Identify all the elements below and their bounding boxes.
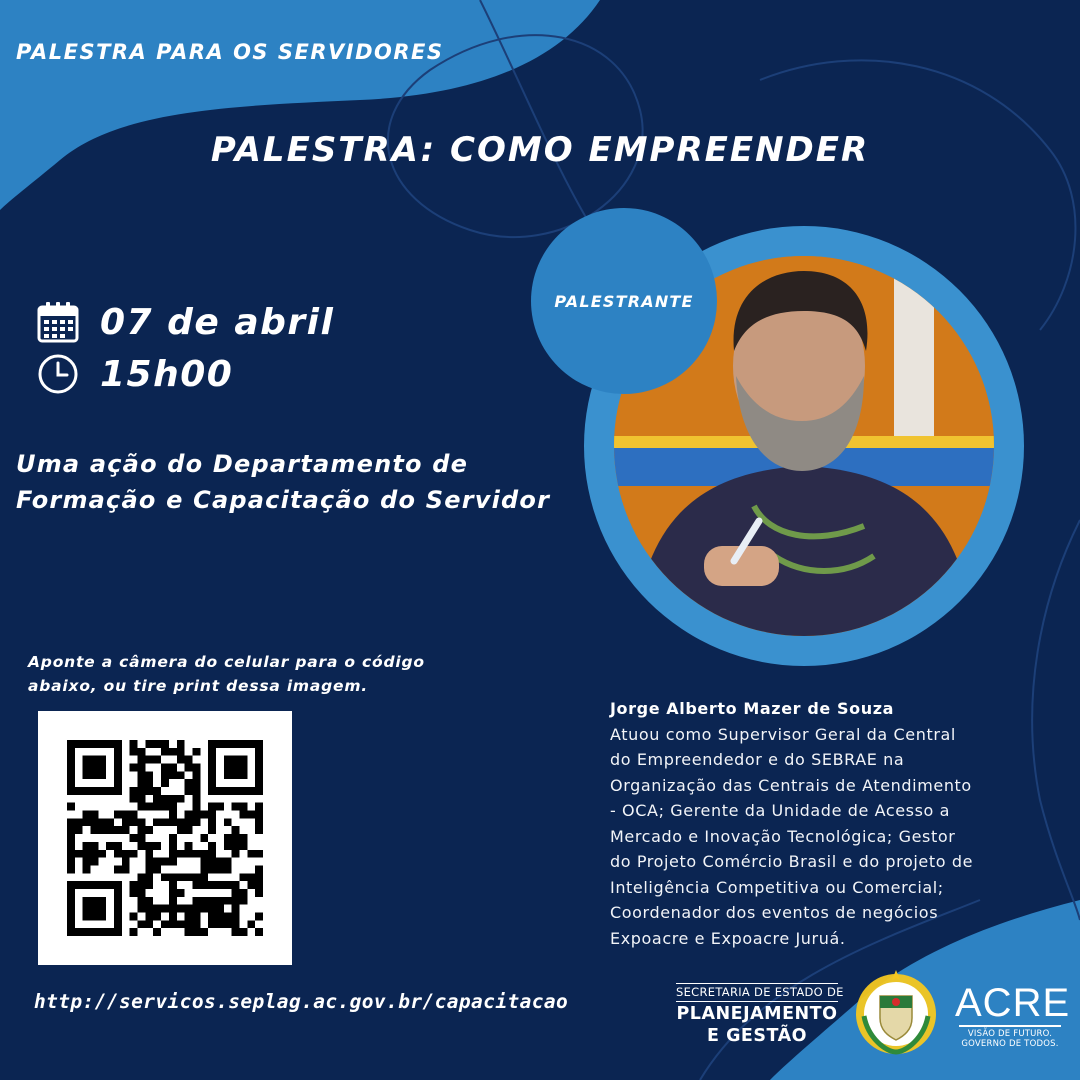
event-date: 07 de abril <box>100 301 335 343</box>
acre-logo <box>955 981 1071 1049</box>
speaker-bio-line: Expoacre e Expoacre Juruá. <box>610 928 846 948</box>
speaker-bio-line: Mercado e Inovação Tecnológica; Gestor <box>610 826 956 846</box>
event-time-row <box>36 352 233 396</box>
qr-instruction <box>28 650 488 698</box>
seplag-logo-line-1: PLANEJAMENTO <box>676 1004 838 1024</box>
speaker-name: Jorge Alberto Mazer de Souza <box>610 699 895 718</box>
speaker-bio-line: do Projeto Comércio Brasil e do projeto de <box>610 852 974 871</box>
acre-logo-word: ACRE <box>955 981 1071 1025</box>
seplag-logo-line-2: E GESTÃO <box>707 1026 807 1046</box>
speaker-bio-line: do Empreendedor e do SEBRAE na <box>610 750 905 769</box>
top-label: PALESTRA PARA OS SERVIDORES <box>16 40 444 64</box>
qr-instruction-line-1: Aponte a câmera do celular para o código <box>28 653 425 671</box>
calendar-icon <box>36 300 80 344</box>
acre-coat-of-arms-icon <box>850 966 942 1058</box>
speaker-bio-line: Organização das Centrais de Atendimento <box>610 775 972 795</box>
capacitacao-url[interactable]: http://servicos.seplag.ac.gov.br/capacitacao <box>34 990 569 1013</box>
acre-logo-tagline-2: GOVERNO DE TODOS. <box>961 1039 1059 1049</box>
speaker-badge-label: PALESTRANTE <box>554 291 694 311</box>
qr-code <box>38 711 292 965</box>
page-title: PALESTRA: COMO EMPREENDER <box>210 130 870 170</box>
acre-logo-divider <box>959 1025 1061 1027</box>
speaker-bio-line: - OCA; Gerente da Unidade de Acesso a <box>610 801 951 820</box>
seplag-logo <box>676 983 844 1046</box>
speaker-bio-line: Coordenador dos eventos de negócios <box>610 903 939 922</box>
event-date-row <box>36 300 334 344</box>
speaker-bio-text <box>610 722 1050 952</box>
qr-instruction-line-2: abaixo, ou tire print dessa imagem. <box>28 677 368 695</box>
seplag-logo-small: SECRETARIA DE ESTADO DE <box>676 983 838 1002</box>
department-line-2: Formação e Capacitação do Servidor <box>16 486 551 514</box>
speaker-bio-line: Inteligência Competitiva ou Comercial; <box>610 877 944 897</box>
department-line-1: Uma ação do Departamento de <box>16 450 469 478</box>
clock-icon <box>36 352 80 396</box>
speaker-badge <box>531 208 717 394</box>
acre-logo-tagline-1: VISÃO DE FUTURO. <box>967 1029 1053 1039</box>
department-text <box>16 446 606 518</box>
event-time: 15h00 <box>100 353 234 395</box>
speaker-bio-line: Atuou como Supervisor Geral da Central <box>610 724 956 744</box>
speaker-bio <box>610 696 1050 951</box>
